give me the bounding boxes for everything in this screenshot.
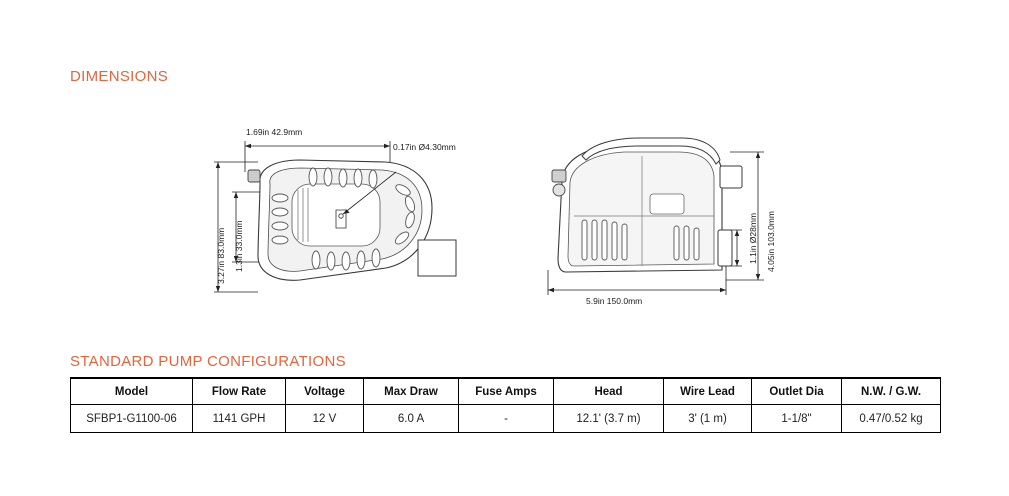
cell-head: 12.1' (3.7 m) <box>554 405 664 433</box>
pump-configurations-table-wrapper <box>70 377 940 433</box>
configurations-section-heading: STANDARD PUMP CONFIGURATIONS <box>70 353 346 370</box>
table-header-wire-lead: Wire Lead <box>664 378 752 405</box>
table-header-max-draw: Max Draw <box>364 378 459 405</box>
table-header-row <box>71 378 941 405</box>
dim-left-outer-height-label: 3.27in 83.0mm <box>216 227 226 284</box>
table-header-outlet-dia: Outlet Dia <box>752 378 842 405</box>
pump-configurations-table <box>70 377 941 433</box>
table-header-voltage: Voltage <box>286 378 364 405</box>
dim-left-inner-height-label: 1.3in 33.0mm <box>234 220 244 272</box>
dim-hole-diameter-label: 0.17in Ø4.30mm <box>393 142 456 152</box>
cell-net-gross-weight: 0.47/0.52 kg <box>842 405 941 433</box>
table-header-fuse-amps: Fuse Amps <box>459 378 554 405</box>
table-header-net-gross-weight: N.W. / G.W. <box>842 378 941 405</box>
cell-flow-rate: 1141 GPH <box>193 405 286 433</box>
pump-side-view-drawing <box>530 120 820 320</box>
technical-drawings <box>200 120 840 320</box>
dim-right-outlet-dia-label: 1.1in Ø28mm <box>748 212 758 264</box>
cell-fuse-amps: - <box>459 405 554 433</box>
table-header-head: Head <box>554 378 664 405</box>
cell-voltage: 12 V <box>286 405 364 433</box>
table-header-flow-rate: Flow Rate <box>193 378 286 405</box>
table-header-model: Model <box>71 378 193 405</box>
dim-bottom-length-label: 5.9in 150.0mm <box>586 296 643 306</box>
dim-top-width-label: 1.69in 42.9mm <box>246 127 303 137</box>
cell-outlet-dia: 1-1/8" <box>752 405 842 433</box>
cell-max-draw: 6.0 A <box>364 405 459 433</box>
cell-wire-lead: 3' (1 m) <box>664 405 752 433</box>
dimensions-section-heading: DIMENSIONS <box>70 68 169 85</box>
cell-model: SFBP1-G1100-06 <box>71 405 193 433</box>
table-row <box>71 405 941 433</box>
dim-right-outer-height-label: 4.05in 103.0mm <box>766 211 776 272</box>
